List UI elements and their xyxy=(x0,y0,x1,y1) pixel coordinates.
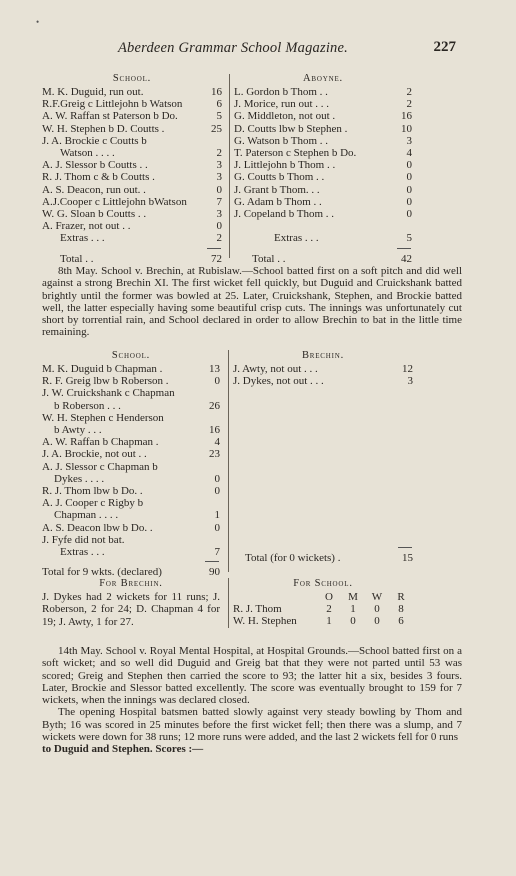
batting-row xyxy=(42,461,220,473)
aboyne-heading: Aboyne. xyxy=(303,73,343,84)
runs-value: 0 xyxy=(406,159,412,172)
batsman-entry: A. Frazer, not out . . xyxy=(42,220,131,233)
batsman-entry: W. H. Stephen b D. Coutts . xyxy=(42,122,165,135)
runs-value: 7 xyxy=(214,546,220,559)
runs-value: 0 xyxy=(214,485,220,498)
scorecard-school-aboyne-match xyxy=(42,73,222,265)
batting-row xyxy=(233,375,413,387)
runs-value: 26 xyxy=(209,399,220,412)
batsman-entry: J. A. Brockie, not out . . xyxy=(42,448,147,461)
runs-value: 0 xyxy=(406,208,412,221)
bowling-figure: 6 xyxy=(398,615,404,628)
batting-row xyxy=(42,220,222,232)
bowling-figure: 1 xyxy=(350,603,356,616)
batting-row xyxy=(42,534,220,546)
batting-row xyxy=(42,208,222,220)
column-divider xyxy=(228,578,229,628)
batsman-entry: Extras . . . xyxy=(60,232,105,245)
batsman-entry: L. Gordon b Thom . . xyxy=(234,86,328,98)
batting-row xyxy=(234,232,412,244)
bowler-name: W. H. Stephen xyxy=(233,615,297,628)
batsman-entry: Chapman . . . . xyxy=(54,509,119,522)
runs-value: 0 xyxy=(216,220,222,233)
runs-value: 6 xyxy=(216,98,222,111)
batsman-entry: M. K. Duguid, run out. xyxy=(42,86,144,98)
batsman-entry xyxy=(234,220,392,232)
for-school-heading: For School. xyxy=(293,578,353,589)
runs-value: 0 xyxy=(406,171,412,184)
bowling-for-brechin xyxy=(42,578,220,628)
batsman-entry: R. J. Thom lbw b Do. . xyxy=(42,485,143,498)
bowling-figure: 8 xyxy=(398,603,404,616)
batting-row xyxy=(234,86,412,98)
runs-value: 4 xyxy=(406,147,412,160)
bowling-header-row xyxy=(233,591,413,603)
batting-row xyxy=(234,184,412,196)
runs-value xyxy=(392,220,412,232)
for-brechin-text: J. Dykes had 2 wickets for 11 runs; J. Roberson, 2 for 24; D. Chapman 4 for 19; J. Awty, 1 for 27. xyxy=(42,591,220,628)
batting-row xyxy=(42,473,220,485)
runs-value: 16 xyxy=(209,424,220,437)
bowling-for-school xyxy=(233,578,413,628)
runs-value: 3 xyxy=(216,159,222,172)
batsman-entry: J. Copeland b Thom . . xyxy=(234,208,335,221)
runs-value: 12 xyxy=(402,363,413,375)
batsman-entry: A. W. Raffan st Paterson b Do. xyxy=(42,110,178,123)
bowler-name: R. J. Thom xyxy=(233,603,282,616)
batsman-entry: J. Morice, run out . . . xyxy=(234,98,330,111)
runs-value: 25 xyxy=(211,122,222,135)
runs-value xyxy=(200,497,220,509)
runs-value: 13 xyxy=(209,363,220,375)
runs-value xyxy=(202,135,222,147)
batsman-entry: Extras . . . xyxy=(60,546,105,559)
runs-value: 10 xyxy=(401,122,412,135)
batsman-entry: M. K. Duguid b Chapman . xyxy=(42,363,163,375)
batting-row xyxy=(234,196,412,208)
batting-row xyxy=(42,412,220,424)
runs-value xyxy=(200,412,220,424)
batsman-entry: A. S. Deacon lbw b Do. . xyxy=(42,521,153,534)
total-rule xyxy=(234,245,412,253)
batting-row xyxy=(42,86,222,98)
runs-value: 2 xyxy=(406,98,412,111)
total-rule xyxy=(42,245,222,253)
bowling-figure: 0 xyxy=(374,615,380,628)
batting-row xyxy=(234,98,412,110)
total-row: Total . . 72 xyxy=(60,252,222,265)
runs-value: 4 xyxy=(214,436,220,449)
batting-row xyxy=(42,448,220,460)
runs-value: 23 xyxy=(209,448,220,461)
batting-row xyxy=(42,98,222,110)
batting-row xyxy=(234,123,412,135)
bowling-row xyxy=(233,603,413,615)
school-heading: School. xyxy=(112,73,152,84)
runs-value: 3 xyxy=(406,134,412,147)
scorecard-brechin xyxy=(233,350,413,387)
batsman-entry: G. Coutts b Thom . . xyxy=(234,171,325,184)
match-report-brechin: 8th May. School v. Brechin, at Rubislaw.—School batted first on a soft pitch and did well against a strong Brechin XI. The first wicket fell quickly, but Duguid and Cruickshank batted brightly until the former was bowled at 25. Later, Cruickshank, Stephen, and Brockie batted well, the latter especially having some beautiful crisp cuts. The innings was unfortunately cut short by torrential rain, and School declared in order to allow Brechin to bat in the little time remaining. xyxy=(42,265,462,339)
match-report-hospital: 14th May. School v. Royal Mental Hospital, at Hospital Grounds.—School batted first on a soft wicket; and so well did Duguid and Greig bat that they were not parted until 53 was scored; Greig and Stephen then carried the score to 93; the latter hit a six, besides 3 fours. Later, Brockie and Slessor batted excellently. The score was eventually brought to 159 for 7 wickets, when the innings was declared closed. The opening Hospital batsmen batted slowly against very steady bowling by Thom and Byth; 16 was scored in 25 minutes before the first wicket fell; then there was a slump, and 7 wickets were down for 38 runs; 12 more runs were added, and the last 2 wickets fell for 0 runs to Duguid and Stephen. Scores :— xyxy=(42,645,462,756)
batsman-entry: J. Fyfe did not bat. xyxy=(42,533,125,546)
batting-row xyxy=(234,171,412,183)
runs-value: 16 xyxy=(211,86,222,98)
runs-value: 2 xyxy=(216,232,222,245)
runs-value: 0 xyxy=(214,521,220,534)
bowling-figure: 1 xyxy=(326,615,332,628)
batsman-entry: b Awty . . . xyxy=(54,424,102,437)
batsman-entry: R. F. Greig lbw b Roberson . xyxy=(42,375,169,388)
batsman-entry: Dykes . . . . xyxy=(54,472,105,485)
bowling-column-header: W xyxy=(371,591,383,603)
bowling-row xyxy=(233,615,413,627)
runs-value xyxy=(200,534,220,546)
batting-row xyxy=(234,159,412,171)
batsman-entry: W. H. Stephen c Henderson xyxy=(42,411,164,424)
batsman-entry: A. S. Deacon, run out. . xyxy=(42,183,146,196)
page-number: 227 xyxy=(433,39,456,55)
school-heading: School. xyxy=(111,350,151,361)
batting-row xyxy=(42,375,220,387)
batsman-entry: J. Dykes, not out . . . xyxy=(233,375,324,388)
bowling-figure: 2 xyxy=(326,603,332,616)
batting-row xyxy=(42,184,222,196)
runs-value: 0 xyxy=(406,195,412,208)
total-row: Total (for 0 wickets) . 15 xyxy=(245,552,413,564)
batsman-entry: A. J. Slessor b Coutts . . xyxy=(42,159,148,172)
batting-row xyxy=(234,110,412,122)
total-rule xyxy=(233,544,413,552)
runs-value: 3 xyxy=(407,375,413,388)
brechin-total-block xyxy=(233,544,413,564)
batsman-entry: D. Coutts lbw b Stephen . xyxy=(234,122,348,135)
batting-row xyxy=(42,497,220,509)
batting-row xyxy=(42,147,222,159)
runs-value: 1 xyxy=(214,509,220,522)
batsman-entry: b Roberson . . . xyxy=(54,399,121,412)
batsman-entry: T. Paterson c Stephen b Do. xyxy=(234,147,357,160)
column-divider xyxy=(228,350,229,572)
batting-row xyxy=(42,522,220,534)
page-header xyxy=(40,40,456,60)
batting-row xyxy=(42,123,222,135)
running-title: Aberdeen Grammar School Magazine. xyxy=(118,40,348,56)
brechin-heading: Brechin. xyxy=(301,350,345,361)
batting-row xyxy=(42,546,220,558)
runs-value: 0 xyxy=(214,472,220,485)
batsman-entry: A. J. Slessor c Chapman b xyxy=(42,460,158,473)
batting-row xyxy=(234,220,412,232)
runs-value: 7 xyxy=(216,195,222,208)
batting-row xyxy=(42,232,222,244)
bowling-column-header: O xyxy=(325,591,333,603)
batsman-entry: Extras . . . xyxy=(274,232,319,245)
runs-value: 3 xyxy=(216,171,222,184)
batting-row xyxy=(42,436,220,448)
runs-value: 3 xyxy=(216,208,222,221)
batting-row xyxy=(42,135,222,147)
runs-value: 0 xyxy=(216,183,222,196)
batting-row xyxy=(42,171,222,183)
scorecard-aboyne xyxy=(234,73,412,265)
batting-row xyxy=(42,196,222,208)
runs-value: 0 xyxy=(406,183,412,196)
runs-value xyxy=(200,387,220,399)
batsman-entry: G. Middleton, not out . xyxy=(234,110,336,123)
bowling-figure: 0 xyxy=(374,603,380,616)
runs-value xyxy=(200,461,220,473)
batsman-entry: R. J. Thom c & b Coutts . xyxy=(42,171,155,184)
batting-row xyxy=(233,363,413,375)
batting-row xyxy=(42,110,222,122)
scorecard-school-brechin-match xyxy=(42,350,220,578)
batsman-entry: J. W. Cruickshank c Chapman xyxy=(42,387,175,400)
runs-value: 2 xyxy=(406,86,412,98)
batsman-entry: J. Littlejohn b Thom . . xyxy=(234,159,336,172)
batsman-entry: Watson . . . . xyxy=(60,147,115,160)
column-divider xyxy=(229,74,230,258)
batsman-entry: A.J.Cooper c Littlejohn bWatson xyxy=(42,195,187,208)
batsman-entry: J. A. Brockie c Coutts b xyxy=(42,134,147,147)
batting-row xyxy=(42,400,220,412)
bowling-column-header: M xyxy=(348,591,358,603)
batting-row xyxy=(42,159,222,171)
batting-row xyxy=(234,135,412,147)
batting-row xyxy=(234,147,412,159)
batsman-entry: W. G. Sloan b Coutts . . xyxy=(42,208,147,221)
batting-row xyxy=(42,509,220,521)
batting-row xyxy=(42,387,220,399)
batsman-entry: G. Adam b Thom . . xyxy=(234,195,322,208)
bowling-column-header: R xyxy=(397,591,405,603)
batting-row xyxy=(42,485,220,497)
total-rule xyxy=(42,558,220,566)
runs-value: 16 xyxy=(401,110,412,123)
total-row: Total . . 42 xyxy=(252,252,412,265)
for-brechin-heading: For Brechin. xyxy=(99,578,163,589)
batsman-entry: G. Watson b Thom . . xyxy=(234,134,329,147)
runs-value: 5 xyxy=(406,232,412,245)
batsman-entry: R.F.Greig c Littlejohn b Watson xyxy=(42,98,183,111)
bowling-figure: 0 xyxy=(350,615,356,628)
batsman-entry: A. W. Raffan b Chapman . xyxy=(42,436,159,449)
batting-row xyxy=(42,424,220,436)
batsman-entry: A. J. Cooper c Rigby b xyxy=(42,497,144,510)
total-row: Total for 9 wkts. (declared) 90 xyxy=(42,566,220,579)
batsman-entry: J. Awty, not out . . . xyxy=(233,363,318,375)
report-closing-line: to Duguid and Stephen. Scores :— xyxy=(42,743,204,756)
batting-row xyxy=(234,208,412,220)
runs-value: 2 xyxy=(216,147,222,160)
runs-value: 5 xyxy=(216,110,222,123)
runs-value: 0 xyxy=(214,375,220,388)
corner-mark: • xyxy=(36,17,40,27)
batting-row xyxy=(42,363,220,375)
batsman-entry: J. Grant b Thom. . . xyxy=(234,183,320,196)
